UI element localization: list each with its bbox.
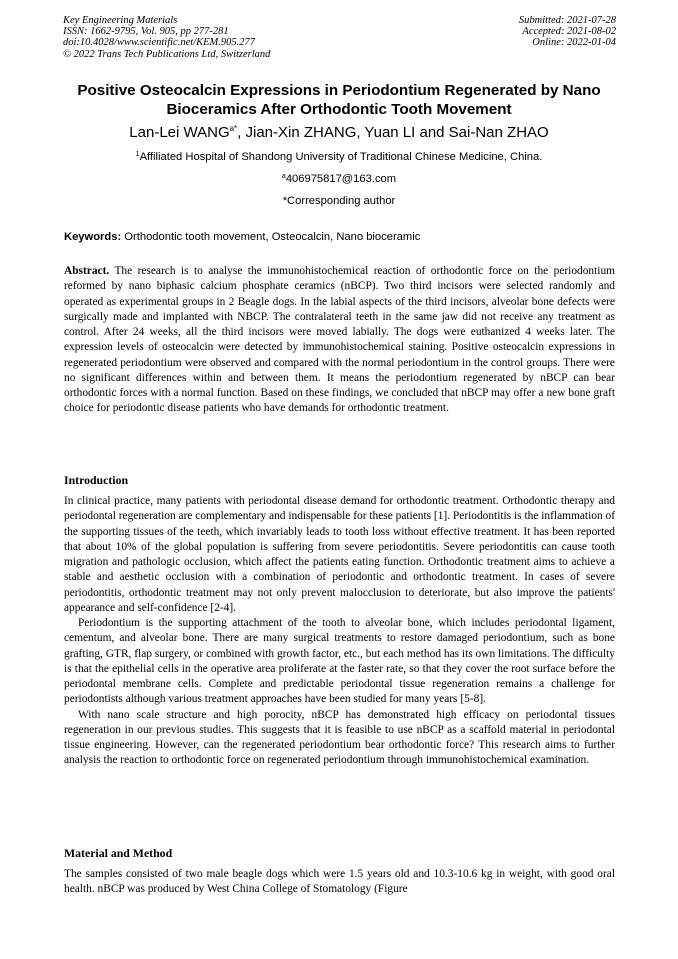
method-paragraph: The samples consisted of two male beagle dogs which were 1.5 years old and 10.3-10.6 kg in weight, with good oral health. nBCP was produced by West China College of Stomatology (Figure [64, 868, 615, 896]
doi-info: doi:10.4028/www.scientific.net/KEM.905.277 [63, 37, 255, 49]
keywords-label: Keywords: [64, 231, 122, 243]
affiliation-text: Affiliated Hospital of Shandong University of Traditional Chinese Medicine, China. [139, 151, 543, 163]
abstract [64, 264, 615, 417]
abstract-text: The research is to analyse the immunohistochemical reaction of orthodontic force on the periodontium reformed by nano biphasic calcium phosphate ceramics (nBCP). Two third incisors were selected randomly and operated as experimental groups in 2 Beagle dogs. In the labial aspects of the third incisors, alveolar bone defects were surgically made and implanted with NBCP. The contralateral teeth in the same jaw did not receive any treatment as control. After 24 weeks, all the third incisors were moved labially. The dogs were euthanized 4 weeks later. The expression levels of osteocalcin were detected by immunohistochemical staining. Positive osteocalcin expressions in regenerated periodontium were observed and compared with the normal periodontium in the control groups. There were no significant differences within and between them. It means the periodontium regenerated by nBCP can bear orthodontic forces with a normal function. Based on these findings, we concluded that nBCP may offer a new bone graft choice for periodontic disease patients who have demands for orthodontic treatment. [64, 265, 615, 415]
author-email [40, 172, 638, 186]
journal-name: Key Engineering Materials [63, 15, 178, 26]
copyright-info: © 2022 Trans Tech Publications Ltd, Switzerland [63, 48, 271, 60]
email-marker: a [281, 173, 286, 180]
first-author: Lan-Lei WANG [129, 124, 230, 141]
first-author-marker: a* [229, 124, 238, 133]
paper-title: Positive Osteocalcin Expressions in Periodontium Regenerated by Nano Bioceramics After Orthodontic Tooth Movement [77, 82, 601, 118]
issn-info: ISSN: 1662-9795, Vol. 905, pp 277-281 [63, 26, 229, 38]
method-body [64, 867, 615, 898]
online-date: Online: 2022-01-04 [532, 37, 616, 49]
email-text: 406975817@163.com [285, 173, 397, 185]
other-authors: , Jian-Xin ZHANG, Yuan LI and Sai-Nan ZHAO [237, 124, 549, 141]
abstract-label: Abstract. [64, 265, 110, 277]
intro-paragraph: Periodontium is the supporting attachment of the tooth to alveolar bone, which includes periodontal ligament, cementum, and alveolar bone. There are many surgical treatments to restore damaged periodontium, such as bone grafting, GTR, flap surgery, or combined with growth factor, etc., but each method has its own limitations. The difficulty is that the epithelial cells in the operative area proliferate at the faster rate, so that they cover the root surface before the periodontal membrane cells. Complete and predictable periodontal tissue regeneration remains a challenge for periodontists although various treatment approaches have been studied for many years [5-8]. [64, 617, 615, 706]
author-list [40, 123, 638, 143]
publication-info [63, 15, 270, 60]
publication-dates [519, 15, 616, 49]
keywords-text: Orthodontic tooth movement, Osteocalcin, Nano bioceramic [121, 231, 421, 243]
method-heading: Material and Method [64, 846, 173, 860]
affiliation-marker: 1 [135, 151, 140, 158]
intro-paragraph: With nano scale structure and high porocity, nBCP has demonstrated high efficacy on periodontal tissues regeneration in our previous studies. This suggests that it is feasible to use nBCP as a scaffold material in periodontal tissue engineering. However, can the regenerated periodontium bear orthodontic force? This research aims to further analysis the reaction to orthodontic force on regenerated periodontium through immunohistochemical examination. [64, 708, 615, 767]
accepted-date: Accepted: 2021-08-02 [522, 26, 616, 38]
intro-paragraph: In clinical practice, many patients with periodontal disease demand for orthodontic treatment. Orthodontic therapy and periodontal regeneration are complementary and indispensable for these patients [1]. Periodontitis is the inflammation of the supporting tissues of the teeth, which invariably leads to tooth loss without effective treatment. It has been reported that about 10% of the global population is suffering from severe periodontitis. Severe periodontitis can cause tooth migration and pathologic occlusion, which affect the patients eating function. Orthodontic treatment aims to achieve a stable and aesthetic occlusion with a combination of periodontic and orthodontic treatment. In cases of severe periodontitis, orthodontic treatment may not only prevent malocclusion to deteriorate, but also improve the patients' appearance and self-confidence [2-4]. [64, 495, 615, 614]
affiliation [40, 150, 638, 164]
submitted-date: Submitted: 2021-07-28 [518, 15, 616, 26]
introduction-body [64, 494, 615, 769]
corresponding-author-note: *Corresponding author [282, 195, 396, 207]
keywords [64, 230, 420, 244]
introduction-heading: Introduction [64, 473, 129, 487]
